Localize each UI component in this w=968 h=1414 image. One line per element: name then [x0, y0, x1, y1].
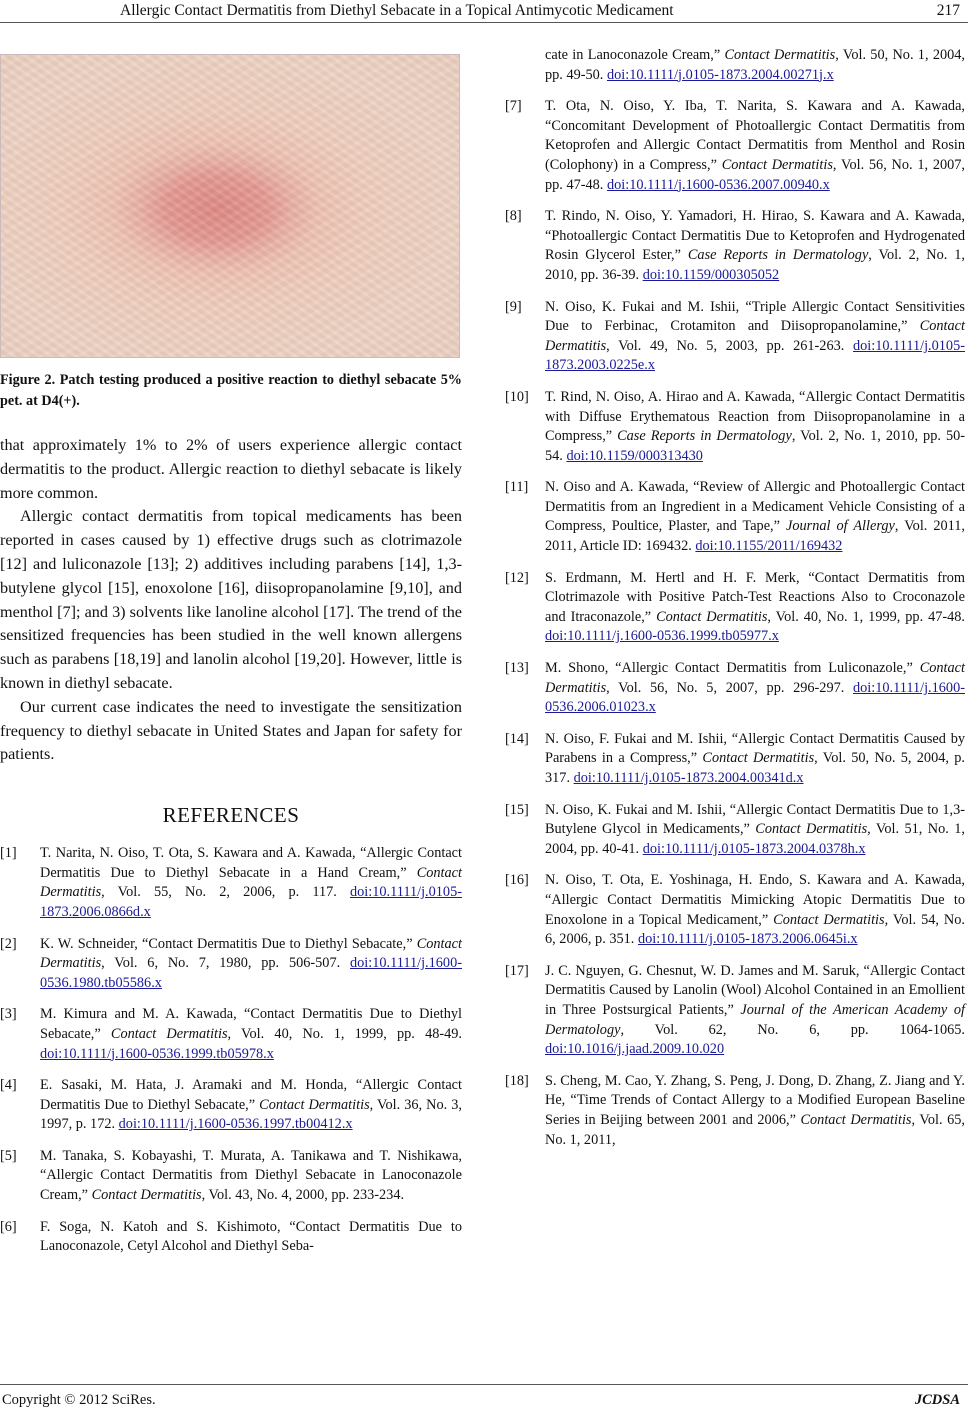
reference-item [0, 1076, 462, 1135]
reference-doi-link[interactable]: doi:10.1159/000305052 [642, 266, 780, 283]
reference-details: , Vol. 49, No. 5, 2003, pp. 261-263. [606, 337, 853, 354]
reference-item [0, 1147, 462, 1206]
reference-number: [13] [505, 660, 529, 677]
right-column [505, 46, 965, 1162]
reference-journal: Contact Dermatitis [721, 156, 833, 173]
reference-number: [4] [0, 1077, 17, 1094]
page-header [0, 0, 968, 22]
reference-doi-link[interactable]: doi:10.1155/2011/169432 [695, 538, 843, 555]
page-number: 217 [936, 2, 960, 19]
figure-caption: Figure 2. Patch testing produced a positive reaction to diethyl sebacate 5% pet. at D4(+). [0, 372, 462, 409]
reference-item [505, 207, 965, 285]
reference-doi-link[interactable]: doi:10.1111/j.0105-1873.2006.0866d.x [40, 884, 462, 920]
reference-number: [7] [505, 98, 522, 115]
reference-item [505, 871, 965, 949]
reference-details: , Vol. 56, No. 1, 2007, pp. 47-48. [545, 156, 965, 193]
reference-details: , Vol. 2, No. 1, 2010, pp. 36-39. [545, 247, 965, 283]
reference-item [0, 935, 462, 994]
reference-details: , Vol. 6, No. 7, 1980, pp. 506-507. [101, 955, 350, 972]
reference-journal: Contact Dermatitis [755, 821, 868, 838]
reference-doi-link[interactable]: doi:10.1111/j.0105-1873.2006.0645i.x [637, 931, 858, 948]
copyright: Copyright © 2012 SciRes. [2, 1392, 156, 1408]
reference-text: J. C. Nguyen, G. Chesnut, W. D. James and M. Saruk, “Allergic Contact Dermatitis Caused by Lanolin (Wool) Alcohol Contained in an Emollient in Three Postsurgical Patients,” [545, 962, 965, 1018]
reference-details: , Vol. 2, No. 1, 2010, pp. 50-54. [545, 428, 965, 464]
reference-journal: Contact Dermatitis [656, 608, 768, 625]
reference-item [0, 844, 462, 922]
reference-number: [11] [505, 479, 529, 496]
reference-text: F. Soga, N. Katoh and S. Kishimoto, “Contact Dermatitis Due to Lanoconazole, Cetyl Alcohol and Diethyl Seba- [40, 1218, 462, 1255]
reference-text: M. Kimura and M. A. Kawada, “Contact Dermatitis Due to Diethyl Sebacate,” [40, 1006, 462, 1042]
footer-rule [0, 1384, 968, 1385]
reference-item [505, 388, 965, 466]
reference-journal: Journal of the American Academy of Dermatology [545, 1001, 965, 1038]
reference-details: , Vol. 2011, 2011, Article ID: 169432. [545, 518, 966, 555]
reference-text: T. Rindo, N. Oiso, Y. Yamadori, H. Hirao, S. Kawara and A. Kawada, “Photoallergic Contact Dermatitis Due to Ketoprofen and Hydrogenated Rosin Glycerol Ester,” [545, 208, 965, 264]
reference-journal: Journal of Allergy [785, 518, 895, 535]
reference-doi-link[interactable]: doi:10.1111/j.0105-1873.2004.0378h.x [642, 840, 866, 857]
reference-journal: Case Reports in Dermatology [617, 428, 792, 445]
reference-details: , Vol. 56, No. 5, 2007, pp. 296-297. [606, 679, 853, 696]
reference-text: N. Oiso, F. Fukai and M. Ishii, “Allergic Contact Dermatitis Caused by Parabens in a Compress,” [545, 730, 965, 767]
reference-text: M. Tanaka, S. Kobayashi, T. Murata, A. Tanikawa and T. Nishikawa, “Allergic Contact Dermatitis from Diethyl Sebacate in Lanoconazole Cream,” [40, 1147, 462, 1204]
reference-journal: Contact Dermatitis [259, 1096, 370, 1113]
reference-doi-link[interactable]: doi:10.1111/j.1600-0536.1999.tb05978.x [40, 1045, 274, 1062]
reference-item [0, 1005, 462, 1064]
reference-number: [5] [0, 1147, 17, 1164]
reference-number: [17] [505, 962, 529, 979]
references-left [0, 844, 462, 1257]
reference-item [505, 730, 965, 789]
reference-number: [2] [0, 935, 17, 952]
reference-item [505, 97, 965, 195]
running-title: Allergic Contact Dermatitis from Diethyl Sebacate in a Topical Antimycotic Medicament [120, 2, 674, 19]
reference-journal: Contact Dermatitis [91, 1187, 202, 1204]
reference-text: M. Shono, “Allergic Contact Dermatitis from Luliconazole,” [545, 660, 920, 677]
reference-number: [14] [505, 730, 529, 747]
reference-text: E. Sasaki, M. Hata, J. Aramaki and M. Honda, “Allergic Contact Dermatitis Due to Diethyl Sebacate,” [40, 1077, 462, 1113]
reference-journal: Contact Dermatitis [724, 47, 836, 63]
reference-details: , Vol. 50, No. 5, 2004, p. 317. [545, 750, 965, 786]
reference-details: , Vol. 50, No. 1, 2004, pp. 49-50. [545, 47, 965, 83]
reference-doi-link[interactable]: doi:10.1111/j.1600-0536.2006.01023.x [545, 679, 965, 716]
reference-details: , Vol. 40, No. 1, 1999, pp. 48-49. [227, 1025, 462, 1042]
reference-text: S. Erdmann, M. Hertl and H. F. Merk, “Contact Dermatitis from Clotrimazole with Positive Patch-Test Reactions Also to Croconazole and Itraconazole,” [545, 569, 965, 625]
left-column [0, 54, 462, 1257]
reference-text: N. Oiso and A. Kawada, “Review of Allergic and Photoallergic Contact Dermatitis from an Ingredient in a Medicament Vehicle Consisting of a Compress, Poultice, Plaster, and Tape,” [545, 479, 965, 535]
reference-item [505, 298, 965, 376]
reference-text: T. Narita, N. Oiso, T. Ota, S. Kawara and A. Kawada, “Allergic Contact Dermatitis Due to Diethyl Sebacate in a Hand Cream,” [40, 845, 462, 881]
reference-details: , Vol. 62, No. 6, pp. 1064-1065. [620, 1021, 965, 1038]
reference-item [0, 1218, 462, 1257]
reference-doi-link[interactable]: doi:10.1111/j.0105-1873.2003.0225e.x [545, 337, 965, 374]
reference-text: T. Ota, N. Oiso, Y. Iba, T. Narita, S. Kawara and A. Kawada, “Concomitant Development of Photoallergic Contact Dermatitis from Ketoprofen and Allergic Contact Dermatitis from Menthol and Rosin (Colophony) in a Compress,” [545, 98, 965, 173]
paragraph-2: Allergic contact dermatitis from topical medicaments has been reported in cases caused by 1) effective drugs such as clotrimazole [12] and luliconazole [13]; 2) additives including parabens [14], 1,3-butylene glycol [15], enoxolone [16], diisopropanolamine [9,10], and menthol [7]; and 3) solvents like lanoline alcohol [17]. The trend of the sensitized frequencies has been studied in the well known allergens such as parabens [18,19] and lanolin alcohol [19,20]. However, little is known in diethyl sebacate. [0, 507, 462, 692]
reference-number: [3] [0, 1006, 17, 1023]
reference-number: [15] [505, 801, 529, 818]
reference-number: [16] [505, 872, 529, 889]
reference-item [505, 962, 965, 1060]
reference-doi-link[interactable]: doi:10.1111/j.1600-0536.1980.tb05586.x [40, 955, 462, 991]
reference-doi-link[interactable]: doi:10.1159/000313430 [566, 447, 703, 464]
reference-journal: Case Reports in Dermatology [687, 247, 869, 264]
journal-abbrev: JCDSA [914, 1392, 960, 1408]
reference-doi-link[interactable]: doi:10.1111/j.1600-0536.2007.00940.x [606, 176, 830, 193]
reference-item [505, 46, 965, 85]
reference-text: S. Cheng, M. Cao, Y. Zhang, S. Peng, J. Dong, D. Zhang, Z. Jiang and Y. He, “Time Trends of Contact Allergy to a Modified European Baseline Series in Beijing between 2001 and 2006,” [545, 1072, 965, 1128]
reference-doi-link[interactable]: doi:10.1111/j.0105-1873.2004.00341d.x [573, 770, 804, 786]
reference-journal: Contact Dermatitis [800, 1111, 912, 1128]
reference-number: [9] [505, 298, 522, 315]
reference-number: [12] [505, 569, 529, 586]
reference-details: , Vol. 65, No. 1, 2011, [545, 1111, 965, 1148]
reference-journal: Contact Dermatitis [773, 911, 885, 928]
reference-text: N. Oiso, T. Ota, E. Yoshinaga, H. Endo, S. Kawara and A. Kawada, “Allergic Contact Dermatitis Mimicking Atopic Dermatitis Due to Enoxolone in a Topical Medicament,” [545, 872, 965, 928]
reference-text: K. W. Schneider, “Contact Dermatitis Due to Diethyl Sebacate,” [40, 935, 417, 952]
reference-journal: Contact Dermatitis [40, 864, 462, 901]
figure-patch-test-photo [0, 54, 460, 358]
header-rule [0, 22, 968, 23]
reference-item [505, 659, 965, 718]
reference-item [505, 478, 965, 556]
paragraph-1: that approximately 1% to 2% of users experience allergic contact dermatitis to the product. Allergic reaction to diethyl sebacate is likely more common. [0, 436, 462, 502]
references-right [505, 46, 965, 1150]
paragraph-3: Our current case indicates the need to investigate the sensitization frequency to diethyl sebacate in United States and Japan for safety for patients. [0, 697, 462, 764]
reference-journal: Contact Dermatitis [110, 1025, 228, 1042]
reference-text: N. Oiso, K. Fukai and M. Ishii, “Triple Allergic Contact Sensitivities Due to Ferbinac, Crotamiton and Diisopropanolamine,” [545, 298, 965, 335]
reference-details: , Vol. 43, No. 4, 2000, pp. 233-234. [201, 1187, 405, 1204]
reference-doi-link[interactable]: doi:10.1111/j.1600-0536.1997.tb00412.x [118, 1116, 353, 1133]
reference-doi-link[interactable]: doi:10.1111/j.0105-1873.2004.00271j.x [606, 66, 834, 83]
references-heading: REFERENCES [162, 803, 300, 828]
reference-number: [1] [0, 845, 17, 862]
reference-item [505, 801, 965, 860]
reference-text: T. Rind, N. Oiso, A. Hirao and A. Kawada, “Allergic Contact Dermatitis with Diffuse Erythematous Reaction from Diisopropanolamine in a Compress,” [545, 388, 965, 445]
reference-doi-link[interactable]: doi:10.1016/j.jaad.2009.10.020 [545, 1041, 725, 1058]
reference-details: , Vol. 51, No. 1, 2004, pp. 40-41. [545, 821, 965, 857]
reference-item [505, 569, 965, 647]
reference-journal: Contact Dermatitis [545, 660, 965, 696]
reference-details: , Vol. 55, No. 2, 2006, p. 117. [101, 884, 350, 901]
reference-number: [18] [505, 1072, 529, 1089]
reference-journal: Contact Dermatitis [545, 318, 965, 354]
reference-text: N. Oiso, K. Fukai and M. Ishii, “Allergic Contact Dermatitis Due to 1,3-Butylene Glycol in Medicaments,” [545, 801, 965, 838]
reference-number: [8] [505, 208, 522, 225]
reference-number: [10] [505, 388, 529, 405]
reference-item [505, 1072, 965, 1150]
reference-journal: Contact Dermatitis [40, 935, 462, 972]
reference-doi-link[interactable]: doi:10.1111/j.1600-0536.1999.tb05977.x [545, 628, 779, 645]
reference-text: cate in Lanoconazole Cream,” [545, 47, 725, 63]
reference-journal: Contact Dermatitis [702, 750, 815, 767]
reference-details: , Vol. 54, No. 6, 2006, p. 351. [545, 911, 965, 948]
reference-details: , Vol. 40, No. 1, 1999, pp. 47-48. [767, 608, 965, 625]
reference-details: , Vol. 36, No. 3, 1997, p. 172. [40, 1096, 462, 1133]
reference-number: [6] [0, 1218, 17, 1235]
